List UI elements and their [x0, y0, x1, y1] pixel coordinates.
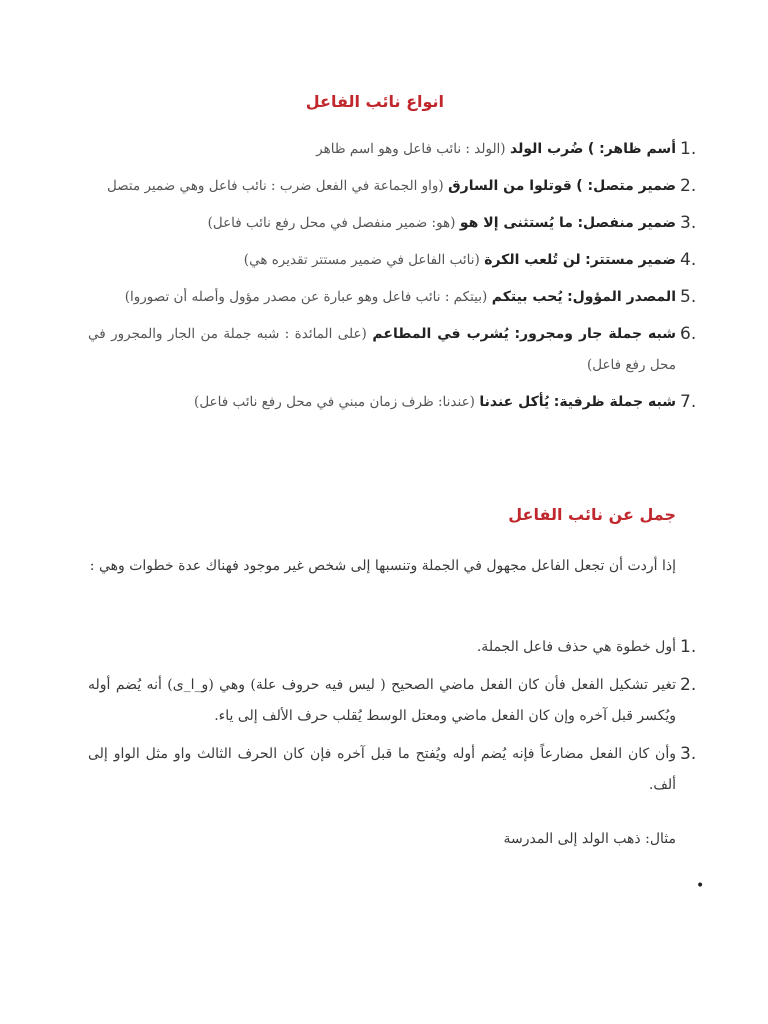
- item-example: لن تُلعب الكرة: [484, 252, 581, 268]
- list-item: [88, 632, 716, 663]
- item-number: 2.: [680, 176, 697, 196]
- steps-list: [88, 632, 716, 808]
- item-label: ضمير مستتر:: [585, 252, 676, 268]
- item-number: 1.: [680, 139, 697, 159]
- item-number: 7.: [680, 392, 697, 412]
- item-example: يُشرب في المطاعم: [372, 326, 509, 342]
- item-label: ضمير متصل: ): [576, 178, 676, 194]
- page-title: انواع نائب الفاعل: [305, 92, 444, 111]
- empty-bullet: •: [696, 878, 705, 894]
- item-number: 5.: [680, 287, 697, 307]
- intro-paragraph: إذا أردت أن تجعل الفاعل مجهول في الجملة وتنسبها إلى شخص غير موجود فهناك عدة خطوات وهي :: [89, 558, 676, 574]
- item-note: (على المائدة : شبه جملة من الجار والمجرور في محل رفع فاعل): [88, 326, 676, 373]
- example-text: مثال: ذهب الولد إلى المدرسة: [503, 831, 676, 847]
- item-number: 3.: [680, 744, 697, 764]
- item-example: ضُرب الولد: [510, 141, 584, 157]
- list-item: [88, 208, 716, 239]
- step-text: وأن كان الفعل مضارعاً فإنه يُضم أوله ويُفتح ما قبل آخره فإن كان الحرف الثالث واو مثل الواو إلى ألف.: [88, 746, 676, 793]
- item-example: قوتلوا من السارق: [448, 178, 572, 194]
- item-label: المصدر المؤول:: [567, 289, 676, 305]
- item-note: (نائب الفاعل في ضمير مستتر تقديره هي): [243, 252, 480, 268]
- item-note: (هو: ضمير منفصل في محل رفع نائب فاعل): [207, 215, 456, 231]
- item-number: 6.: [680, 324, 697, 344]
- list-item: [88, 171, 716, 202]
- item-example: يُحب بيتكم: [491, 289, 563, 305]
- item-note: (بيتكم : نائب فاعل وهو عبارة عن مصدر مؤول وأصله أن تصوروا): [124, 289, 488, 305]
- item-note: (واو الجماعة في الفعل ضرب : نائب فاعل وهي ضمير متصل: [106, 178, 444, 194]
- item-number: 3.: [680, 213, 697, 233]
- item-number: 4.: [680, 250, 697, 270]
- item-label: شبه جملة ظرفية:: [553, 394, 676, 410]
- item-number: 1.: [680, 637, 697, 657]
- types-list: [88, 134, 716, 424]
- item-label: ضمير منفصل:: [577, 215, 676, 231]
- list-item: [88, 739, 716, 801]
- item-label: أسم ظاهر: ): [587, 141, 676, 157]
- section-title: جمل عن نائب الفاعل: [508, 505, 676, 524]
- item-note: (الولد : نائب فاعل وهو اسم ظاهر: [316, 141, 506, 157]
- list-item: [88, 282, 716, 313]
- item-example: ما يُستثنى إلا هو: [459, 215, 573, 231]
- item-example: يُأكل عندنا: [479, 394, 550, 410]
- list-item: [88, 134, 716, 165]
- item-number: 2.: [680, 675, 697, 695]
- list-item: [88, 387, 716, 418]
- item-note: (عندنا: ظرف زمان مبني في محل رفع نائب فاعل): [194, 394, 475, 410]
- list-item: [88, 670, 716, 732]
- list-item: [88, 319, 716, 381]
- list-item: [88, 245, 716, 276]
- step-text: أول خطوة هي حذف فاعل الجملة.: [476, 639, 676, 655]
- step-text: تغير تشكيل الفعل فأن كان الفعل ماضي الصحيح ( ليس فيه حروف علة) وهي (و_ا_ى) أنه يُضم أوله ويُكسر قبل آخره وإن كان الفعل ماضي ومعتل الوسط يُقلب حرف الألف إلى ياء.: [88, 677, 676, 724]
- item-label: شبه جملة جار ومجرور:: [514, 326, 677, 342]
